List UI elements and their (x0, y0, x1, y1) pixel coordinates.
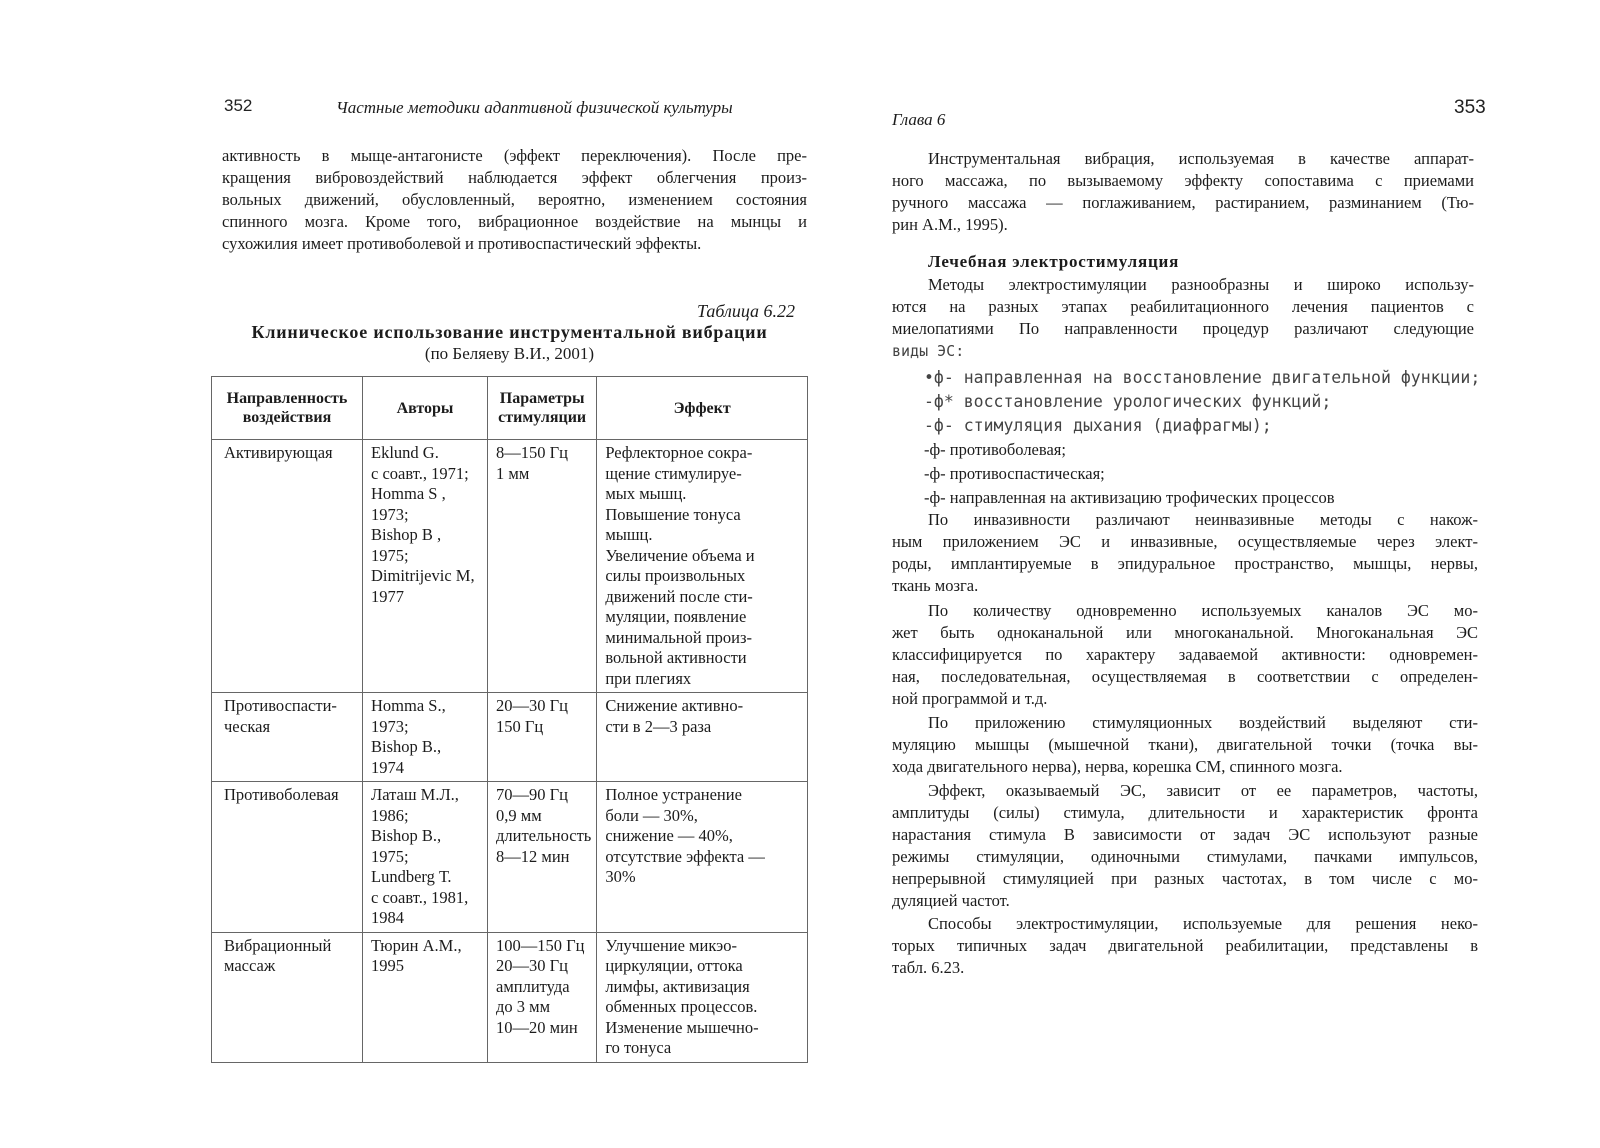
running-head: Глава 6 (892, 110, 946, 129)
authors-cell-line: 1986; (371, 805, 409, 825)
effect-cell-line: снижение — 40%, (605, 826, 733, 845)
authors-cell-line: 1973; (371, 504, 409, 524)
effect-cell (597, 693, 808, 782)
p4-line: жет быть одноканальной или многоканальной. Многоканальная ЭС (892, 623, 1478, 642)
header-authors: Авторы (363, 377, 488, 440)
effect-cell-line: Улучшение микэо- (605, 935, 737, 955)
authors-cell-line: Тюрин А.М., (371, 935, 462, 955)
p6-line: режимы стимуляции, одиночными стимулами, пачками импульсов, (892, 847, 1478, 866)
effect-cell-line: минимальной произ- (605, 627, 753, 647)
page-number: 352 (224, 96, 253, 115)
table-row (212, 440, 808, 693)
params-cell-line: 10—20 мин (496, 1017, 578, 1037)
table-row (212, 932, 808, 1062)
authors-cell (363, 440, 488, 693)
authors-cell-line: 1995 (371, 956, 404, 975)
paragraph-methods-table-ref (892, 913, 1478, 979)
vibration-table (211, 376, 808, 1063)
effect-cell-line: обменных процессов. (605, 997, 758, 1016)
p3-line: роды, имплантируемые в эпидуральное пространство, мышцы, нервы, (892, 554, 1478, 573)
params-cell-line: 70—90 Гц (496, 785, 568, 804)
params-cell-line: 0,9 мм (496, 805, 542, 825)
effect-cell-line: муляции, появление (605, 607, 747, 626)
p6-line: дуляцией частот. (892, 891, 1010, 910)
p4-line: классифицируется по характеру задаваемой активности: одновремен- (892, 645, 1478, 664)
paragraph-effect (892, 780, 1478, 912)
p4-line: По количеству одновременно используемых каналов ЭС мо- (928, 601, 1478, 620)
params-cell-line: 20—30 Гц (496, 956, 568, 975)
effect-cell-line: отсутствие эффекта — (605, 846, 765, 866)
intro-line: кращения вибровоздействий наблюдается эффект облегчения произ- (222, 168, 807, 187)
authors-cell-line: 1984 (371, 908, 404, 927)
intro-line: активность в мыще-антагонисте (эффект переключения). После пре- (222, 146, 807, 165)
p3-line: По инвазивности различают неинвазивные методы с накож- (928, 510, 1478, 529)
params-cell (488, 782, 597, 933)
p2-line: ются на разных этапах реабилитационного лечения пациентов с (892, 297, 1474, 316)
p6-line: непрерывной стимуляцией при разных частотах, в том числе с мо- (892, 869, 1478, 888)
effect-cell-line: при плегиях (605, 668, 692, 688)
p4-line: ной программой и т.д. (892, 689, 1048, 708)
effect-cell-line: боли — 30%, (605, 805, 698, 825)
effect-cell-line: го тонуса (605, 1038, 672, 1057)
paragraph-es-methods (892, 274, 1474, 362)
table-row (212, 693, 808, 782)
running-head: Частные методики адаптивной физической культуры (336, 98, 733, 117)
es-type-item: -ф- противоспастическая; (924, 464, 1105, 483)
p1-line: рин А.М., 1995). (892, 215, 1008, 234)
intro-line: вольных движений, обусловленный, вероятно, изменением состояния (222, 190, 807, 209)
table-header-row (212, 377, 808, 440)
authors-cell-line: Homma S , (371, 484, 446, 503)
effect-cell-line: Изменение мышечно- (605, 1017, 759, 1037)
params-cell-line: 8—12 мин (496, 846, 570, 866)
direction-cell-line: Противоспасти- (224, 696, 337, 715)
direction-cell-line: Противоболевая (224, 785, 339, 804)
p4-line: ная, последовательная, осуществляемая в соответствии с определен- (892, 667, 1478, 686)
authors-cell-line: Bishop В., (371, 737, 442, 756)
p1-line: Инструментальная вибрация, используемая в качестве аппарат- (928, 149, 1474, 168)
p1-line: ного массажа, по вызываемому эффекту сопоставима с приемами (892, 171, 1474, 190)
p6-line: Эффект, оказываемый ЭС, зависит от ее параметров, частоты, (928, 781, 1478, 800)
direction-cell-line: Активирующая (224, 443, 333, 462)
p2-line: Методы электростимуляции разнообразны и широко использу- (928, 275, 1474, 294)
authors-cell (363, 693, 488, 782)
effect-cell-line: Увеличение объема и (605, 545, 755, 565)
effect-cell-line: Снижение активно- (605, 696, 744, 715)
intro-line: сухожилия имеет противоболевой и противоспастический эффекты. (222, 234, 702, 253)
p1-line: ручного массажа — поглаживанием, растиранием, разминанием (Тю- (892, 193, 1474, 212)
table-title: Клиническое использование инструментальной вибрации (251, 322, 768, 342)
params-cell (488, 693, 597, 782)
direction-cell (212, 440, 363, 693)
right-page (800, 0, 1600, 1148)
header-effect: Эффект (597, 377, 808, 440)
p5-line: По приложению стимуляционных воздействий выделяют сти- (928, 713, 1478, 732)
authors-cell-line: Homma S., (371, 696, 446, 715)
p6-line: амплитуды (силы) стимула, длительности и характеристик фронта (892, 803, 1478, 822)
paragraph-channels (892, 600, 1478, 710)
intro-line: спинного мозга. Кроме того, вибрационное воздействие на мынцы и (222, 212, 807, 231)
authors-cell (363, 932, 488, 1062)
effect-cell-line: Полное устранение (605, 785, 742, 804)
authors-cell (363, 782, 488, 933)
params-cell-line: 100—150 Гц (496, 935, 585, 955)
effect-cell-line: циркуляции, оттока (605, 956, 743, 975)
effect-cell-line: Повышение тонуса (605, 504, 741, 524)
page-number: 353 (1454, 97, 1486, 118)
paragraph-invasiveness (892, 509, 1478, 597)
paragraph-application (892, 712, 1478, 778)
authors-cell-line: 1977 (371, 586, 404, 606)
table-row (212, 782, 808, 933)
effect-cell-line: 30% (605, 867, 636, 886)
es-type-item: -ф- противоболевая; (924, 440, 1066, 459)
params-cell-line: 20—30 Гц (496, 696, 568, 715)
p5-line: хода двигательного нерва), нерва, корешка СМ, спинного мозга. (892, 757, 1343, 776)
effect-cell-line: мых мышц. (605, 484, 687, 503)
es-type-item: •ф- направленная на восстановление двигательной функции; (924, 368, 1481, 387)
header-parameters: Параметры стимуляции (488, 377, 597, 440)
authors-cell-line: 1973; (371, 716, 409, 736)
authors-cell-line: Bishop В., (371, 826, 442, 845)
effect-cell-line: щение стимулируе- (605, 463, 742, 483)
authors-cell-line: Eklund G. (371, 443, 439, 462)
effect-cell (597, 440, 808, 693)
p6-line: нарастания стимула В зависимости от задач ЭС используют разные (892, 825, 1478, 844)
effect-cell-line: мышц. (605, 525, 653, 544)
es-type-item: -ф* восстановление урологических функций; (924, 392, 1332, 411)
p5-line: муляцию мышцы (мышечной ткани), двигательной точки (точка вы- (892, 735, 1478, 754)
p2-line: виды ЭС: (892, 342, 965, 360)
authors-cell-line: Lundberg Т. (371, 867, 452, 886)
p7-line: Способы электростимуляции, используемые для решения неко- (928, 914, 1478, 933)
effect-cell (597, 932, 808, 1062)
effect-cell-line: Рефлекторное сокра- (605, 443, 753, 462)
authors-cell-line: с соавт., 1981, (371, 887, 469, 907)
authors-cell-line: 1975; (371, 545, 409, 565)
authors-cell-line: 1974 (371, 757, 404, 777)
p7-line: торых типичных задач двигательной реабилитации, представлены в (892, 936, 1478, 955)
p7-line: табл. 6.23. (892, 958, 965, 977)
effect-cell-line: силы произвольных (605, 566, 746, 585)
direction-cell (212, 932, 363, 1062)
params-cell (488, 440, 597, 693)
params-cell (488, 932, 597, 1062)
paragraph-instrumental-vibration (892, 148, 1474, 236)
direction-cell-line: ческая (224, 716, 271, 736)
direction-cell-line: массаж (224, 956, 276, 975)
effect-cell-line: лимфы, активизация (605, 976, 750, 996)
authors-cell-line: Латаш М.Л., (371, 785, 459, 804)
params-cell-line: длительность (496, 826, 592, 845)
section-heading: Лечебная электростимуляция (928, 252, 1180, 271)
authors-cell-line: Bishop В , (371, 525, 442, 544)
effect-cell-line: вольной активности (605, 648, 747, 667)
direction-cell (212, 782, 363, 933)
effect-cell (597, 782, 808, 933)
authors-cell-line: 1975; (371, 846, 409, 866)
es-type-item: -ф- стимуляция дыхания (диафрагмы); (924, 416, 1272, 435)
intro-paragraph (222, 145, 807, 255)
table-caption: Таблица 6.22 (697, 301, 796, 321)
p2-line: миелопатиями По направленности процедур различают следующие (892, 319, 1474, 338)
effect-cell-line: движений после сти- (605, 586, 753, 606)
params-cell-line: 150 Гц (496, 716, 544, 736)
params-cell-line: амплитуда (496, 976, 570, 996)
es-type-item: -ф- направленная на активизацию трофических процессов (924, 488, 1335, 507)
authors-cell-line: Dimitrijevic М, (371, 566, 475, 585)
params-cell-line: 8—150 Гц (496, 443, 568, 462)
direction-cell (212, 693, 363, 782)
authors-cell-line: с соавт., 1971; (371, 463, 469, 483)
p3-line: ным приложением ЭС и инвазивные, осуществляемые через элект- (892, 532, 1478, 551)
effect-cell-line: сти в 2—3 раза (605, 716, 712, 736)
direction-cell-line: Вибрационный (224, 935, 332, 955)
params-cell-line: 1 мм (496, 463, 530, 483)
table-subtitle: (по Беляеву В.И., 2001) (424, 344, 595, 363)
params-cell-line: до 3 мм (496, 997, 551, 1016)
p3-line: ткань мозга. (892, 576, 979, 595)
header-direction: Направленность воздействия (212, 377, 363, 440)
